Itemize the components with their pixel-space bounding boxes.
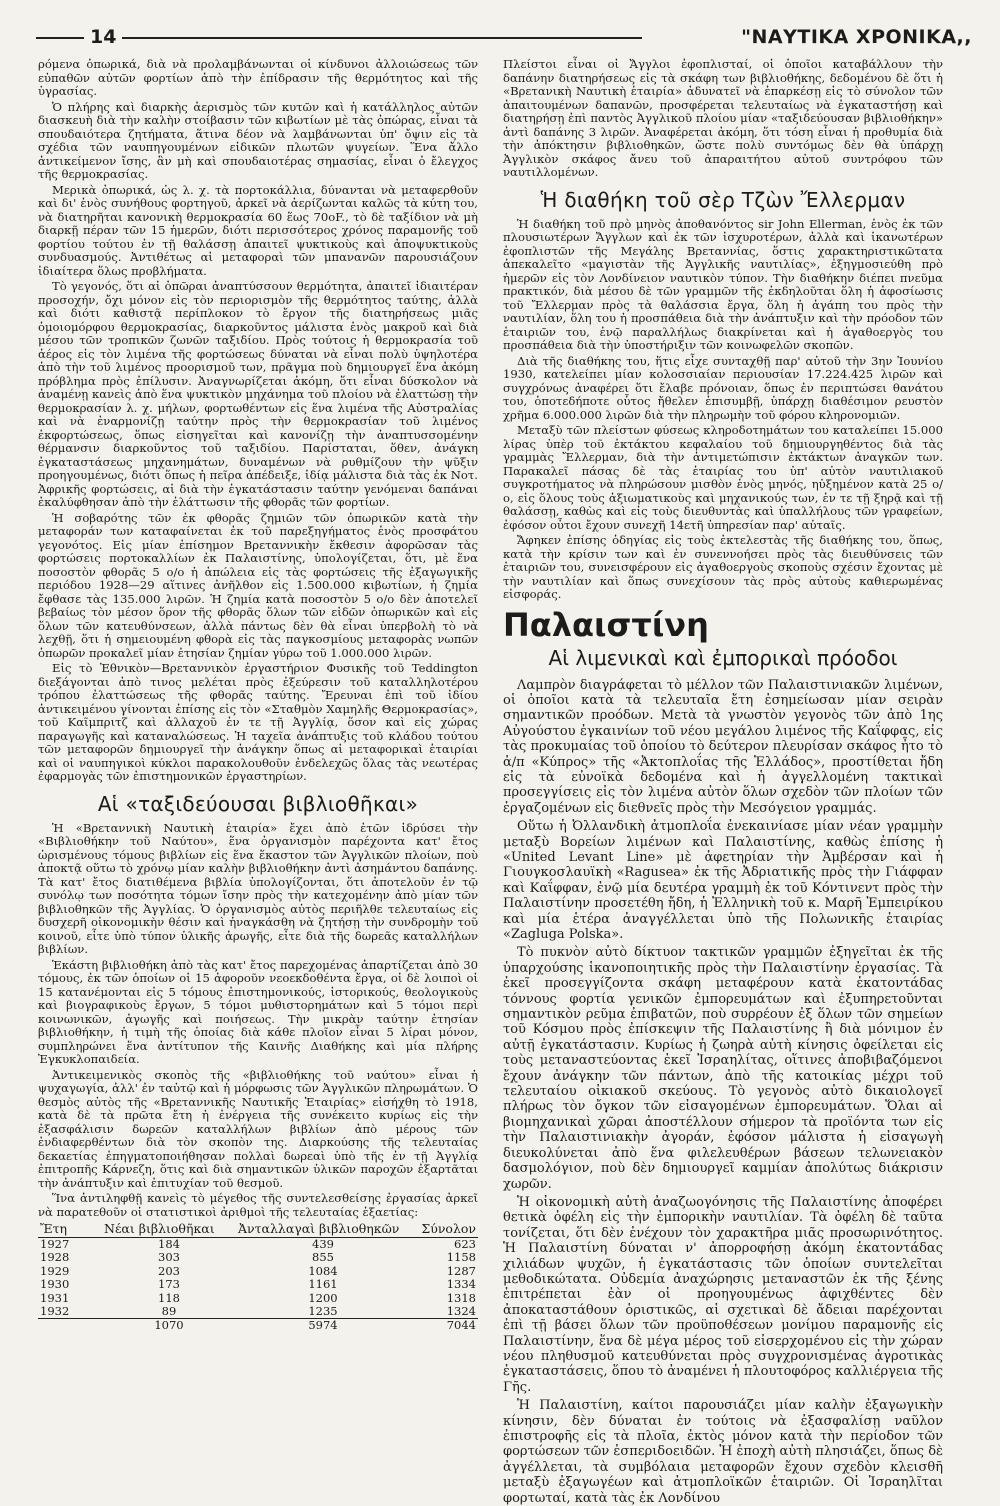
table-cell: 1928 [40, 1250, 70, 1265]
libraries-statistics-table [38, 1221, 478, 1333]
table-cell [38, 1319, 102, 1333]
table-row [38, 1278, 478, 1291]
paragraph: Τὸ γεγονός, ὅτι αἱ ὀπῶραι ἀναπτύσσουν θερμότητα, ἀπαιτεῖ ἰδιαιτέραν προσοχήν, ὄχι μόνον εἰς τὸν περιορισμὸν τῆς θερμότητος ταύτης, ἀλλὰ καὶ διότι καθιστᾷ περίπλοκον τὸ ἔργον τῆς διατηρήσεως μιᾶς ὁμοιομόρφου θερμοκρασίας, διαρκοῦντος μάλιστα ἑνὸς μακροῦ καὶ διὰ μέσου τῶν τροπικῶν ζωνῶν ταξιδίου. Πρὸς τούτοις ἡ θερμοκρασία τοῦ ἀέρος εἰς τὸν λιμένα τῆς φορτώσεως δύναται νὰ εἶναι πολὺ ὑψηλοτέρα ἀπὸ τὴν τοῦ λιμένος προορισμοῦ των, πρᾶγμα ποὺ δημιουργεῖ ἕνα ἀκόμη πρόβλημα πρὸς ἐπίλυσιν. Ἀναγνωρίζεται ἀκόμη, ὅτι εἶναι δύσκολον νὰ ἀναμένῃ κανεὶς ἀπὸ ἕνα ψυκτικὸν μηχάνημα τοῦ πλοίου νὰ ἐλαττώσῃ τὴν θερμοκρασίαν λ. χ. μήλων, φορτωθέντων εἰς ἕνα λιμένα τῆς Αὐστραλίας καὶ νὰ ἐναρμονίζῃ ταύτην πρὸς τὴν θερμοκρασίαν τοῦ λιμένος ἐκφορτώσεως, ὅπως εἰσηγεῖται καὶ κανονίζῃ τὴν ἀναπτυσσομένην θέρμανσιν διαρκοῦντος τοῦ ταξιδίου. Παρίσταται, ὅθεν, ἀνάγκη ἐγκαταστάσεως μηχανημάτων, δυναμένων νὰ ρυθμίζουν τὴν ψῦξιν προηγουμένως, διότι ὅπως ἡ πεῖρα ἀπέδειξε, ἰδίᾳ μάλιστα διὰ τὰς ἐκ Νοτ. Ἀφρικῆς φορτώσεις, αἱ διὰ τὴν ἐγκατάστασιν ταύτην γενόμεναι δαπάναι ἐκαλύφθησαν ἀπὸ τὴν ἐλάττωσιν τῆς φθορᾶς τῶν φορτίων. [38, 279, 478, 509]
paragraph: Μερικὰ ὀπωρικά, ὡς λ. χ. τὰ πορτοκάλλια, δύνανται νὰ μεταφερθοῦν καὶ δι' ἑνὸς συνήθους φορτηγοῦ, ἀρκεῖ νὰ ἀερίζωνται καλῶς τὰ κύτη του, νὰ διατηρῆται κανονικὴ θερμοκρασία 60 ἕως 70οF., τὸ δὲ ταξίδιον νὰ μὴ διαρκῇ πέραν τῶν 15 ἡμερῶν, διότι περισσότερος χρόνος παραμονῆς τοῦ φορτίου τούτου ἐν τῇ θαλάσσῃ ἀπαιτεῖ ψυκτικοὺς καὶ ἀποψυκτικοὺς συνδυασμούς. Ἀντιθέτως αἱ μεταφοραὶ τῶν μπανανῶν παρουσιάζουν ἰδιαίτερα ὅλως προβλήματα. [38, 182, 478, 278]
libraries-heading: Αἱ «ταξιδεύουσαι βιβλιοθῆκαι» [97, 791, 419, 816]
paragraph: Οὕτω ἡ Ὀλλανδικὴ ἀτμοπλοΐα ἐνεκαινίασε μίαν νέαν γραμμὴν μεταξὺ Βορείων λιμένων καὶ Παλαιστίνης, καθὼς ἐπίσης ἡ «United Levant Line» μὲ ἀφετηρίαν τὴν Ἀμβέρσαν καὶ ἡ Γιουγκοσλαυϊκὴ «Ragusea» ἐκ τῆς Ἀδριατικῆς πρὸς τὴν Γιάφφαν καὶ Καΐφφαν, ἐνῷ μία δευτέρα γραμμὴ ἐκ τοῦ Κόντινεντ πρὸς τὴν Παλαιστίνην προσετέθη ἤδη, ἡ Ἑλληνικὴ τοῦ κ. Μαρῆ Ἐμπειρίκου καὶ μία ἑτέρα ἀναγγέλλεται ὑπὸ τῆς Πολωνικῆς ἑταιρίας «Zagluga Polska». [503, 819, 943, 942]
right-column [503, 57, 944, 1506]
table-row [38, 1251, 478, 1264]
column-header: Νέαι βιβλιοθῆκαι [102, 1221, 236, 1238]
paragraph: Τὸ πυκνὸν αὐτὸ δίκτυον τακτικῶν γραμμῶν ἐξηγεῖται ἐκ τῆς ὑπαρχούσης ἱκανοποιητικῆς πρὸς τὴν Παλαιστίνην ἐργασίας. Τὰ ἐκεῖ προσεγγίζοντα σκάφη μεταφέρουν κατὰ ἑκατοντάδας τόννους φορτία γενικῶν ἐμπορευμάτων καὶ ἐξυπηρετοῦνται σημαντικὸν ρεῦμα ἐπιβατῶν, ποὺ συρρέουν ἐξ ὅλων τῶν σημείων τοῦ Κόσμου πρὸς ἐπίσκεψιν τῆς Παλαιστίνης ἢ διὰ μόνιμον ἐν αὐτῇ ἐγκατάστασιν. Κυρίως ἡ ζωηρὰ αὐτὴ κίνησις ὀφείλεται εἰς τοὺς μεταναστεύοντας ἐκεῖ Ἰσραηλίτας, οἵτινες ἀποβιβαζόμενοι ἔχουν ἀνάγκην τῶν πάντων, ἀπὸ τῆς κατοικίας μέχρι τοῦ τελευταίου οἰκιακοῦ σκεύους. Τὸ γεγονὸς αὐτὸ δικαιολογεῖ πλήρως τὸν ὄγκον τῶν εἰσαγομένων ἐμπορευμάτων. Ὅλαι αἱ βιομηχανικαὶ χῶραι ἀποστέλλουν σήμερον τὰ προϊόντα των εἰς τὴν Παλαιστινιακὴν ἀγοράν, ἐφόσον μάλιστα ἡ εἰσαγωγὴ διευκολύνεται ἀπὸ ἕνα φιλελευθέρων βάσεων τελωνειακὸν δασμολόγιον, ποὺ δὲν δημιουργεῖ καμμίαν ἀπολύτως διάκρισιν χωρῶν. [503, 945, 943, 1192]
palestine-heading: Παλαιστίνη [503, 605, 709, 644]
paragraph: Ἡ σοβαρότης τῶν ἐκ φθορᾶς ζημιῶν τῶν ὀπωρικῶν κατὰ τὴν μεταφοράν των καταφαίνεται ἐκ τοῦ παρεξηγήματος ἑνὸς προσφάτου γεγονότος. Εἰς μίαν ἐπίσημον Βρεταννικὴν ἔκθεσιν ἀφορῶσαν τὰς φορτώσεις πορτοκαλλίων ἐκ Παλαιστίνης, ὑπολογίζεται, ὅτι, μὲ ἕνα ποσοστὸν φθορᾶς 5 ο/ο ἡ ἀπώλεια εἰς τὰς φορτώσεις τῆς ἐξαγωγικῆς περιόδου 1928—29 αἵτινες ἀνῆλθον εἰς 1.500.000 κιβωτίων, ἡ ζημία ἔφθασε τὰς 135.000 λιρῶν. Ἡ ζημία κατὰ ποσοστὸν 5 ο/ο δὲν ἀποτελεῖ βεβαίως τὸν μέσον ὅρον τῆς φθορᾶς ὅλων τῶν εἰδῶν ὀπωρικῶν καὶ εἰς ὅλων τῶν κατευθύνσεων, ἀλλὰ πάντως δὲν θὰ εἶναι ὑπερβολὴ τὸ νὰ λεχθῇ, ὅτι ἡ σημειουμένη φθορὰ εἰς τὰς παγκοσμίους μεταφορὰς νωπῶν ὀπωρῶν προκαλεῖ μίαν ἐτησίαν ζημίαν γύρω τοῦ 1.000.000 λιρῶν. [38, 510, 478, 660]
paragraph: Ἡ διαθήκη τοῦ πρὸ μηνὸς ἀποθανόντος sir John Ellerman, ἑνὸς ἐκ τῶν πλουσιωτέρων Ἄγγλων καὶ ἐκ τῶν ἰσχυροτέρων, ἀλλὰ καὶ ἱκανωτέρων ἐφοπλιστῶν τῆς Μεγάλης Βρεταννίας, ὅστις χαρακτηριστικῶτατα ἀπεκαλεῖτο «μαγιστὰν τῆς Ἀγγλικῆς ναυτιλίας», ἐξηγμοσιεύθη πρὸ ἡμερῶν εἰς τὸν Λονδίνειον ναυτικὸν τύπον. Τὴν διαθήκην διέπει πνεῦμα πρακτικόν, διὰ μέσου δὲ τῶν γραμμῶν τῆς ἐκδηλοῦται ὅλη ἡ ἀφοσίωσις τοῦ Ἔλλερμαν πρὸς τὰ θαλάσσια ἔργα, ὅλη ἡ ἀγάπη του πρὸς τὴν ναυτιλίαν, ὅλη του ἡ προσπάθεια διὰ τὴν ἀνάπτυξιν καὶ τὴν πρόοδον τῶν ἑταιριῶν του, ἐνῷ παραλλήλως διακρίνεται καὶ ἡ ἀγαθοεργὸς του προσπάθεια διὰ τὴν ὑποστήριξιν τῶν κοινωφελῶν σκοπῶν. [503, 216, 943, 352]
table-cell: 1070 [102, 1319, 236, 1333]
table-cell: 1200 [308, 1290, 338, 1305]
table-cell: 1161 [308, 1277, 338, 1292]
table-cell: 5974 [236, 1319, 410, 1333]
paragraph: ρόμενα ὀπωρικά, διὰ νὰ προλαμβάνωνται οἱ κίνδυνοι ἀλλοιώσεως τῶν εὐπαθῶν αὐτῶν φορτίων ἀπὸ τὴν ἐπίδρασιν τῆς θερμότητος καὶ τῆς ὑγρασίας. [38, 57, 478, 98]
table-cell: 1932 [40, 1304, 70, 1319]
header-rule-middle [122, 37, 642, 39]
table-row [38, 1305, 478, 1319]
table-cell: 1158 [446, 1250, 476, 1265]
paragraph: Ἵνα ἀντιληφθῇ κανεὶς τὸ μέγεθος τῆς συντελεσθείσης ἐργασίας ἀρκεῖ νὰ παρατεθοῦν οἱ στατιστικοὶ ἀριθμοὶ τῆς τελευταίας ἑξαετίας: [38, 1191, 478, 1219]
ellerman-heading: Ἡ διαθήκη τοῦ σὲρ Τζὼν Ἔλλερμαν [540, 187, 906, 212]
table-cell: 173 [158, 1277, 180, 1292]
paragraph: Ἑκάστη βιβλιοθήκη ἀπὸ τὰς κατ' ἔτος παρεχομένας ἀπαρτίζεται ἀπὸ 30 τόμους, ἐκ τῶν ὁποίων οἱ 15 ἀφοροῦν νεοεκδοθέντα ἔργα, οἱ δὲ λοιποὶ οἱ 15 κατανέμονται εἰς 5 τόμους ἐπιστημονικούς, ἱστορικούς, θεολογικοὺς καὶ βιογραφικοὺς ἔργων, 5 τόμοι μυθιστορημάτων καὶ 5 τόμοι περὶ κοινωνικῶν, ἀγωγῆς καὶ ποιήσεως. Τὴν μικρὰν ταύτην ἐτησίαν βιβλιοθήκην, ἡ τιμὴ τῆς ὁποίας διὰ κάθε πλοῖον εἶναι 5 λίραι μόνον, συμπληρώνει ἕνα ἀντίτυπον τῆς Καινῆς Διαθήκης καὶ μία πλήρης Ἐγκυκλοπαιδεία. [38, 957, 478, 1066]
paragraph: Εἰς τὸ Ἐθνικὸν—Βρεταννικὸν ἐργαστήριον Φυσικῆς τοῦ Teddington διεξάγονται ἀπὸ τινος μελέται πρὸς ἐξεύρεσιν τοῦ καταλληλοτέρου τρόπου ἐλαττώσεως τῆς φθορᾶς ταύτης. Ἔρευναι ἐπὶ τοῦ ἰδίου ἀντικειμένου γίνονται ἐπίσης εἰς τὸν «Σταθμὸν Χαμηλῆς Θερμοκρασίας», τοῦ Καῖμπριτζ καὶ ἀλλαχοῦ ἐν τε τῇ Ἀγγλίᾳ, ὅσον καὶ εἰς χώρας παραγωγῆς καὶ καταναλώσεως. Ἡ ταχεῖα ἀνάπτυξις τοῦ κλάδου τούτου τῶν μεταφορῶν δημιουργεῖ τὴν ἀνάγκην ὅπως αἱ μεταφορικαὶ ἑταιρίαι καὶ οἱ ναυπηγικοὶ κύκλοι παρακολουθοῦν ἐνδελεχῶς ὅλας τὰς νεωτέρας ἐφαρμογὰς τῶν ἐπιστημονικῶν ἐργαστηρίων. [38, 661, 478, 783]
column-header: Σύνολον [410, 1221, 478, 1238]
table-cell: 118 [158, 1290, 180, 1305]
header-rule-left [36, 37, 84, 39]
table-cell: 1931 [40, 1290, 70, 1305]
page-number: 14 [90, 26, 117, 48]
table-row [38, 1238, 478, 1252]
paragraph: Ἡ «Βρεταννικὴ Ναυτικὴ ἑταιρία» ἔχει ἀπὸ ἐτῶν ἱδρύσει τὴν «Βιβλιοθήκην τοῦ Ναύτου», ἕνα ὀργανισμὸν παρέχοντα κατ' ἔτος ὡρισμένους τόμους βιβλίων εἰς ἕνα ἕκαστον τῶν Ἀγγλικῶν πλοίων, ποὺ ἀποκτᾷ οὕτω τὸ χρόνῳ μίαν καλὴν βιβλιοθήκην ἀντὶ ἀσημάντου δαπάνης. Τὰ κατ' ἔτος διατιθέμενα βιβλία ὑπολογίζονται, ὅτι ἀποτελοῦν ἐν τῷ συνόλῳ των ποσότητα τόμων ἴσην πρὸς τὴν κατεχομένην ἀπὸ μίαν τῶν βιβλιοθηκῶν τῆς Ἀγγλίας. Ὁ ὀργανισμὸς αὐτὸς περιῆλθε τελευταίως εἰς δυσχερῆ οἰκονομικὴν θέσιν καὶ ἠναγκάσθη νὰ ζητήσῃ τὴν συνδρομὴν τοῦ κοινοῦ, εἶτε ὑπὸ τύπον ὑλικῆς ἀρωγῆς, εἶτε διὰ τῆς δωρεᾶς καταλλήλων βιβλίων. [38, 820, 478, 956]
paragraph: Ἄφηκεν ἐπίσης ὁδηγίας εἰς τοὺς ἐκτελεστὰς τῆς διαθήκης του, ὅπως, κατὰ τὴν κρίσιν των καὶ ἐν συνεννοήσει πρὸς τὰς διευθύνσεις τῶν ἑταιριῶν του, συνεισφέρουν εἰς ἀγαθοεργοὺς σκοποὺς σχέσιν ἔχοντας μὲ τὴν ναυτιλίαν καὶ ὅπως συνεχίσουν τὰς πρὸς αὐτοὺς καθιερωμένας εἰσφοράς. [503, 533, 943, 601]
column-header: Ἔτη [38, 1221, 102, 1238]
palestine-subheading: Αἱ λιμενικαὶ καὶ ἐμπορικαὶ πρόοδοι [548, 645, 898, 670]
paragraph: Ἀντικειμενικὸς σκοπὸς τῆς «βιβλιοθήκης τοῦ ναύτου» εἶναι ἡ ψυχαγωγία, ἀλλ' ἐν ταὐτῷ καὶ ἡ μόρφωσις τῶν Ἀγγλικῶν πληρωμάτων. Ὁ θεσμὸς αὐτὸς τῆς «Βρεταννικῆς Ναυτικῆς Ἑταιρίας» εἰσήχθη τὸ 1918, κατὰ δὲ τὰ πρῶτα ἔτη ἡ ἐνέργεια τῆς συνέκειτο κυρίως εἰς τὴν ἐξασφάλισιν δωρεῶν καταλλήλων βιβλίων ἀπὸ μέρους τῶν ἐνδιαφερθέντων διὰ τὸν σκοπὸν της. Διαρκούσης τῆς τελευταίας δεκαετίας ἐπηγματοποιήθησαν πολλαὶ δωρεαὶ ὑπὸ τῆς ἐν τῇ Ἀγγλίᾳ ἐπιτροπῆς Κάρνεζη, ὅτις καὶ διὰ σημαντικῶν ὑλικῶν παροχῶν ἐξαρτᾶται τὴν ἀνάπτυξιν καὶ ἐπιτυχίαν τοῦ θεσμοῦ. [38, 1067, 478, 1190]
page-header [36, 26, 972, 50]
table-cell: 7044 [410, 1319, 478, 1333]
paragraph: Πλείστοι εἶναι οἱ Ἄγγλοι ἐφοπλισταί, οἱ ὁποῖοι καταβάλλουν τὴν δαπάνην διατηρήσεως εἰς τὰ σκάφη των βιβλιοθήκης, δεδομένου δὲ ὅτι ἡ «Βρετανικὴ Ναυτικὴ ἑταιρία» ἀδυνατεῖ νὰ ἐπαρκέσῃ εἰς τὸ σύνολον τῶν ἀπαιτουμένων δαπανῶν, προσφέρεται τελευταίως νὰ ἐγκαταστήσῃ καὶ διατηρήσῃ ἐπὶ παντὸς Ἀγγλικοῦ πλοίου μίαν «ταξιδεύουσαν βιβλιοθήκην» ἀντὶ δαπάνης 3 λιρῶν. Ἀναφέρεται ἀκόμη, ὅτι τόση εἶναι ἡ προθυμία διὰ τὴν ἀπόκτησιν βιβλιοθηκῶν, ὥστε πολὺ συντόμως δὲν θὰ ὑπάρχῃ Ἀγγλικὸν σκάφος ἄνευ τοῦ ἀπαραιτήτου αὐτοῦ συντρόφου τῶν ναυτιλλομένων. [503, 57, 943, 179]
paragraph: Λαμπρὸν διαγράφεται τὸ μέλλον τῶν Παλαιστινιακῶν λιμένων, οἱ ὁποῖοι κατὰ τὰ τελευταῖα ἔτη ἐσημείωσαν μίαν σειρὰν σημαντικῶν προόδων. Μετὰ τὰ γνωστὸν γεγονὸς τῶν ἀπὸ 1ης Αὐγούστου ἐγκαινίων τοῦ νέου μεγάλου λιμένος τῆς Καΐφφας, εἰς τὰς προκυμαίας τοῦ ὁποίου τὸ δεύτερον πλευρίσαν σκάφος ἦτο τὸ ἀ/π «Κύπρος» τῆς «Ἀκτοπλοΐας τῆς Ἑλλάδος», προστίθεται ἤδη εἰς τὰ εὐνοϊκὰ δεδομένα καὶ ἡ ἀγγελλομένη τακτικαὶ προσεγγίσεις εἰς τὸν λιμένα αὐτὸν ὅλων σχεδὸν τῶν πλοίων τῶν ἐργαζομένων εἰς διεθνεῖς πρὸς τὴν Μεσόγειον γραμμάς. [503, 677, 943, 816]
table-header-row [38, 1221, 478, 1238]
paragraph: Διὰ τῆς διαθήκης του, ἥτις εἶχε συνταχθῇ παρ' αὐτοῦ τὴν 3ην Ἰουνίου 1930, κατελείπει μίαν κολοσσιαίαν περιουσίαν 17.224.425 λιρῶν καὶ συγχρόνως ἀναφέρει ὅτι ἔλαβε πρόνοιαν, ὅπως ἐν περιπτώσει θανάτου του, ὁποτεδήποτε οὗτος ἤθελεν ἐπισυμβῇ, ὑπάρχῃ διαθέσιμον ρευστὸν χρῆμα 6.000.000 λιρῶν διὰ τὴν πληρωμὴν τοῦ φόρου κληρονομιῶν. [503, 353, 943, 422]
table-cell: 1084 [308, 1263, 338, 1278]
table-cell: 1324 [446, 1304, 476, 1319]
table-cell: 855 [312, 1250, 334, 1265]
table-cell: 89 [161, 1304, 177, 1319]
table-row [38, 1292, 478, 1305]
table-cell: 1287 [446, 1263, 476, 1278]
paragraph: Ἡ Παλαιστίνη, καίτοι παρουσιάζει μίαν καλὴν ἐξαγωγικὴν κίνησιν, δὲν δύναται ἐν τούτοις νὰ ἐξασφαλίσῃ ναῦλον ἐπιστροφῆς εἰς τὰ πλοῖα, ἐκτὸς μόνον κατὰ τὴν περίοδον τῶν φορτώσεων τῶν ἐσπεριδοειδῶν. Ἡ ἐποχὴ αὐτὴ πλησιάζει, ὅπως δὲ ἀγγέλλεται, τὰ συμβόλαια μεταφορῶν ἔχουν σχεδὸν κλεισθῆ μεταξὺ ἐξαγωγέων καὶ ἀτμοπλοϊκῶν ἑταιριῶν. Οἱ Ἰσραηλῖται φορτωταί, κατὰ τὰς ἐκ Λονδίνου [503, 1398, 944, 1506]
column-header: Ἀνταλλαγαὶ βιβλιοθηκῶν [236, 1221, 410, 1238]
table-cell: 1334 [446, 1277, 476, 1292]
table-cell: 1318 [446, 1290, 476, 1305]
table-totals-row [38, 1319, 478, 1333]
journal-title: "ΝΑΥΤΙΚΑ ΧΡΟΝΙΚΑ,, [741, 26, 972, 48]
table-cell: 623 [454, 1237, 476, 1251]
paragraph: Ὁ πλήρης καὶ διαρκὴς ἀερισμὸς τῶν κυτῶν καὶ ἡ κατάλληλος αὐτῶν διασκευὴ διὰ τὴν καλὴν στοίβασιν τῶν κιβωτίων μὲ τὰς ὀπώρας, εἶναι τὰ σπουδαιότερα ζητήματα, ἅτινα δέον νὰ λαμβάνωνται ὑπ' ὄψιν εἰς τὰ σχέδια τῶν ναυπηγουμένων εἰδικῶν πλωτῶν ψυγείων. Ἕνα ἄλλο ἀντικείμενον ἴσης, ἂν μὴ καὶ σπουδαιοτέρας σημασίας, εἶναι ὁ ἔλεγχος τῆς θερμοκρασίας. [38, 99, 478, 181]
left-column [38, 57, 478, 1333]
table-cell: 1929 [40, 1263, 70, 1278]
table-row [38, 1265, 478, 1278]
paragraph: Μεταξὺ τῶν πλείστων φύσεως κληροδοτημάτων του καταλείπει 15.000 λίρας ὑπὲρ τοῦ ἐκτάκτου κεφαλαίου τοῦ δημιουργηθέντος διὰ τὰς γραμμὰς Ἔλλερμαν, διὰ τὴν ἀντιμετώπισιν ἐκτάκτων ἀναγκῶν των. Παρακαλεῖ πάσας δὲ τὰς ἑταιρίας του ὑπ' αὐτὸν ναυτιλιακοῦ συγκροτήματος νὰ πληρώσουν μισθὸν ἑνὸς μηνός, ηὐξημένον κατὰ 25 ο/ο, εἰς ὅλους τοὺς ἀξιωματικοὺς καὶ μηχανικούς των, ἐν τε τῇ ξηρᾷ καὶ τῇ θαλάσσῃ, καθὼς καὶ εἰς τοὺς διευθυντὰς καὶ ὑπαλλήλους τῶν γραφείων, ἐφόσον οὗτοι ἔχουν συνεχῆ 14ετῆ ὑπηρεσίαν παρ' αὐταῖς. [503, 423, 943, 532]
table-cell: 1235 [308, 1304, 338, 1319]
table-cell: 303 [158, 1250, 180, 1265]
paragraph: Ἡ οἰκονομικὴ αὐτὴ ἀναζωογόνησις τῆς Παλαιστίνης ἀποφέρει θετικὰ ὀφέλη εἰς τὴν ἐμπορικὴν ναυτιλίαν. Τὰ ὀφέλη δὲ ταῦτα τονίζεται, ὅτι δὲν ἐνέχουν τὸν χαρακτῆρα μιᾶς προσωρινότητος. Ἡ Παλαιστίνη δύναται ν' ἀπορροφήσῃ ἀκόμη ἑκατοντάδας χιλιάδων ψυχῶν, ἡ ἐγκατάστασις τῶν ὁποίων συντελεῖται μεθοδικώτατα. Οὐδεμία ἀναχώρησις μεταναστῶν ἐκ τῆς ξένης ἐπιτρέπεται ἐὰν οἱ προηγουμένως ἀφιχθέντες δὲν ἀποκαταστάθουν ὁριστικῶς, αἱ σχετικαὶ δὲ ἄδειαι παρέχονται ἐπὶ τῇ βάσει ὅλων τῶν προϋποθέσεων μονίμου παραμονῆς εἰς Παλαιστίνην, ἕνα δὲ μέγα μέρος τοῦ εἰσερχομένου εἰς τὴν χώραν νέου πληθυσμοῦ κατευθύνεται πρὸς συγχρονισμένας ἀγροτικὰς ἐγκαταστάσεις, ὅπου τὸ ἀναμένει ἡ πλουτοφόρος καλλιέργεια τῆς Γῆς. [503, 1194, 943, 1395]
table-cell: 1930 [40, 1277, 70, 1292]
table-cell: 1927 [40, 1237, 70, 1251]
table-cell: 439 [312, 1237, 334, 1251]
table-cell: 184 [158, 1237, 180, 1251]
table-cell: 203 [158, 1263, 180, 1278]
